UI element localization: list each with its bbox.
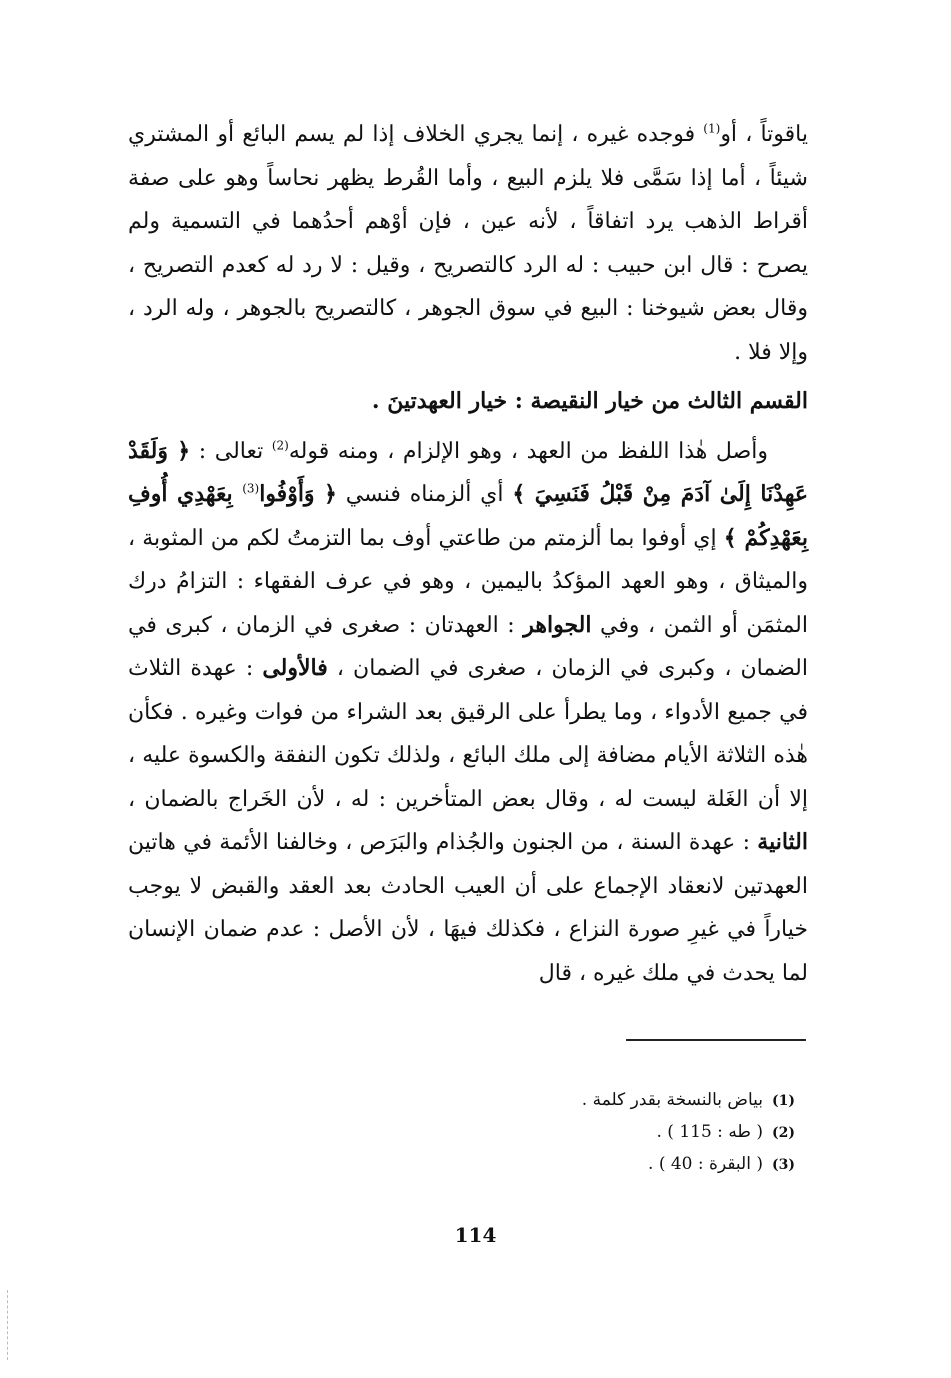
paragraph-2-part-f: : العهدتان : صغرى في الزمان ، كبرى في الضمان ، وكبرى في الزمان ، صغرى في الضمان ،	[128, 612, 808, 681]
footnote-number: (1)	[772, 1093, 795, 1109]
paragraph-1	[128, 113, 808, 374]
term-first: فالأولى	[262, 655, 328, 681]
footnote-number: (2)	[772, 1125, 795, 1141]
scan-margin-mark	[7, 1290, 9, 1360]
footnote-2	[400, 1117, 795, 1149]
paragraph-1-part-a: ياقوتاً ، أو	[720, 122, 809, 147]
footnote-divider	[626, 1039, 806, 1041]
footnote-number: (3)	[772, 1157, 795, 1173]
quran-quote-1: ﴿ وَلَقَدْ عَهِدْنَا إِلَىٰ آدَمَ مِنْ قَبْلُ فَنَسِيَ ﴾	[128, 437, 809, 507]
paragraph-2-part-d: إي أوفوا بما ألزمتم من طاعتي أوف بما التزمتُ لكم من المثوبة ، والميثاق ، وهو العهد المؤكدُ باليمين ، وهو في عرف الفقهاء : التزامُ درك المثمَن أو الثمن ، وفي	[128, 525, 808, 638]
paragraph-2-part-a: وأصل هٰذا اللفظ من العهد ، وهو الإلزام ، ومنه قوله	[288, 438, 769, 464]
footnote-3	[400, 1149, 795, 1181]
paragraph-2-part-j: : عهدة السنة ، من الجنون والجُذام والبَرَص ، وخالفنا الأئمة في هاتين العهدتين لانعقاد الإجماع على أن العيب الحادث بعد العقد والقبض لا يوجب خياراً في غيرِ صورة النزاع ، فكذلك فيهَا ، لأن الأصل : عدم ضمان الإنسان لما يحدث في ملك غيره ، قال	[128, 830, 808, 986]
paragraph-2-part-c: أي ألزمناه فنسي	[336, 482, 513, 507]
footnote-text: بياض بالنسخة بقدر كلمة .	[581, 1090, 763, 1110]
footnote-text: ( طه : 115 ) .	[656, 1122, 763, 1142]
quran-quote-2-end: بِعَهْدِي أُوفِ بِعَهْدِكُمْ ﴾	[128, 481, 808, 551]
footnote-1	[400, 1085, 795, 1117]
footnote-ref-1: (1)	[703, 121, 721, 136]
main-text	[128, 113, 808, 995]
page-number: 114	[454, 1223, 497, 1247]
term-second: الثانية	[757, 829, 808, 855]
footnote-ref-3: (3)	[242, 481, 260, 496]
footnotes	[400, 1085, 795, 1181]
term-jawahir: الجواهر	[523, 611, 592, 638]
footnote-text: ( البقرة : 40 ) .	[648, 1154, 763, 1174]
paragraph-2-part-b: تعالى :	[190, 438, 272, 464]
section-heading: القسم الثالث من خيار النقيصة : خيار العهدتينَ .	[371, 388, 808, 414]
paragraph-1-part-b: فوجده غيره ، إنما يجري الخلاف إذا لم يسم البائع أو المشتري شيئاً ، أما إذا سَمَّى فلا يلزم البيع ، وأما القُرط يظهر نحاساً وهو على صفة أقراط الذهب يرد اتفاقاً ، لأنه عين ، فإن أوْهم أحدُهما في التسمية ولم يصرح : قال ابن حبيب : له الرد كالتصريح ، وقيل : لا رد له كعدم التصريح ، وقال بعض شيوخنا : البيع في سوق الجوهر ، كالتصريح بالجوهر ، وله الرد ، وإلا فلا .	[128, 122, 809, 365]
quran-quote-2-start: ﴿ وَأَوْفُوا	[259, 481, 337, 507]
paragraph-2-part-h: : عهدة الثلاث في جميع الأدواء ، وما يطرأ على الرقيق بعد الشراء من فوات وغيره . فكأن هٰذه الثلاثة الأيام مضافة إلى ملك البائع ، ولذلك تكون النفقة والكسوة عليه ، إلا أن الغَلة ليست له ، وقال بعض المتأخرين : له ، لأن الخَراج بالضمان ،	[128, 656, 808, 812]
paragraph-2	[128, 430, 808, 996]
footnote-ref-2: (2)	[271, 438, 289, 453]
